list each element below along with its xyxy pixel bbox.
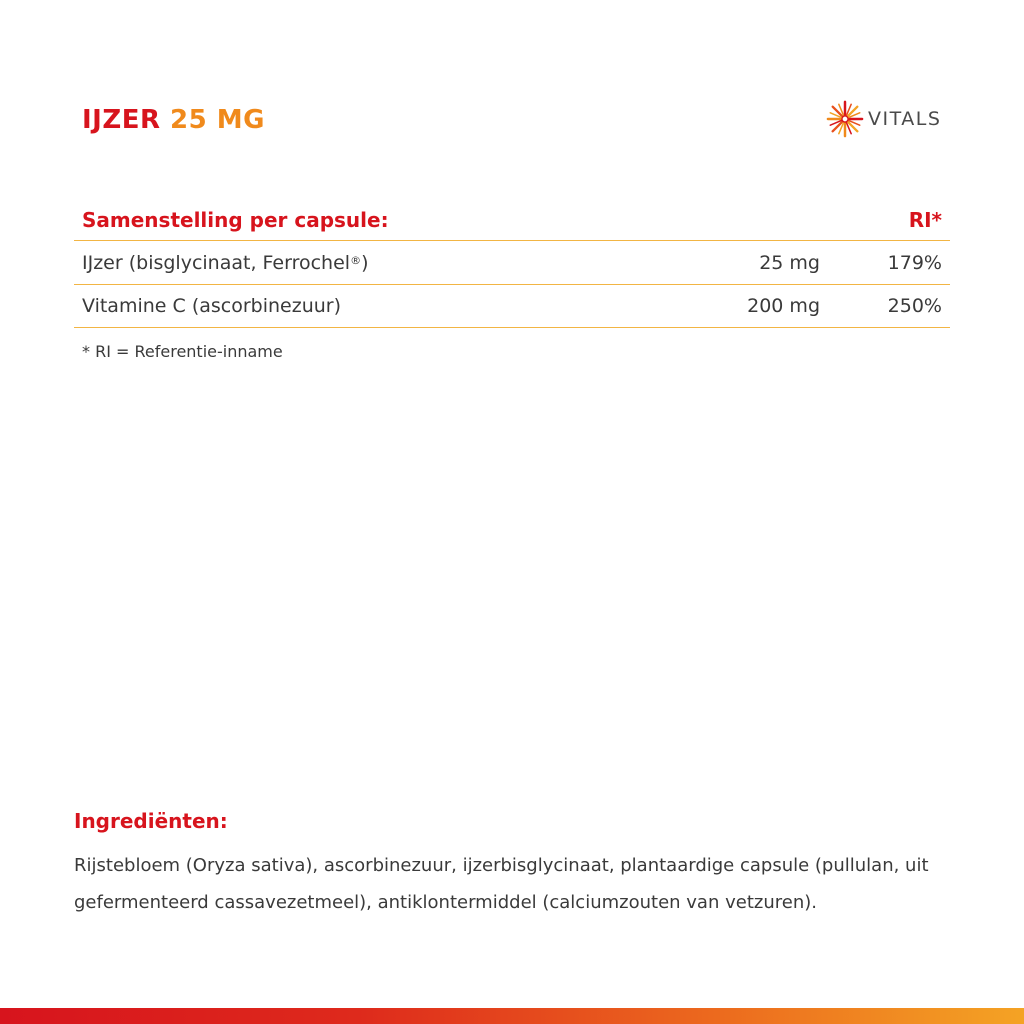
ri-heading: RI* bbox=[908, 208, 942, 232]
product-title-name: IJZER bbox=[82, 105, 161, 135]
product-title bbox=[82, 103, 265, 137]
brand-logo bbox=[826, 99, 941, 139]
composition-row-iron bbox=[74, 242, 950, 285]
nutrient-name: Vitamine C (ascorbinezuur) bbox=[82, 295, 342, 317]
bottom-gradient-bar bbox=[0, 1008, 1024, 1024]
nutrient-ri: 250% bbox=[887, 295, 942, 317]
composition-row-vitamin-c bbox=[74, 285, 950, 328]
starburst-icon bbox=[826, 100, 864, 138]
ri-footnote: * RI = Referentie-inname bbox=[82, 342, 283, 361]
brand-name: VITALS bbox=[868, 108, 942, 130]
product-title-dose: 25 MG bbox=[170, 105, 265, 135]
composition-heading: Samenstelling per capsule: bbox=[82, 208, 389, 232]
nutrient-amount: 25 mg bbox=[759, 252, 820, 274]
composition-table-header bbox=[74, 200, 950, 241]
ingredients-text: Rijstebloem (Oryza sativa), ascorbinezuur, ijzerbisglycinaat, plantaardige capsule (pullulan, uit gefermenteerd cassavezetmeel), antiklontermiddel (calciumzouten van vetzuren). bbox=[74, 855, 929, 913]
nutrient-ri: 179% bbox=[887, 252, 942, 274]
nutrient-name: IJzer (bisglycinaat, Ferrochel®) bbox=[82, 252, 369, 274]
registered-mark: ® bbox=[350, 254, 362, 267]
ingredients-heading: Ingrediënten: bbox=[74, 809, 228, 833]
nutrient-amount: 200 mg bbox=[747, 295, 820, 317]
